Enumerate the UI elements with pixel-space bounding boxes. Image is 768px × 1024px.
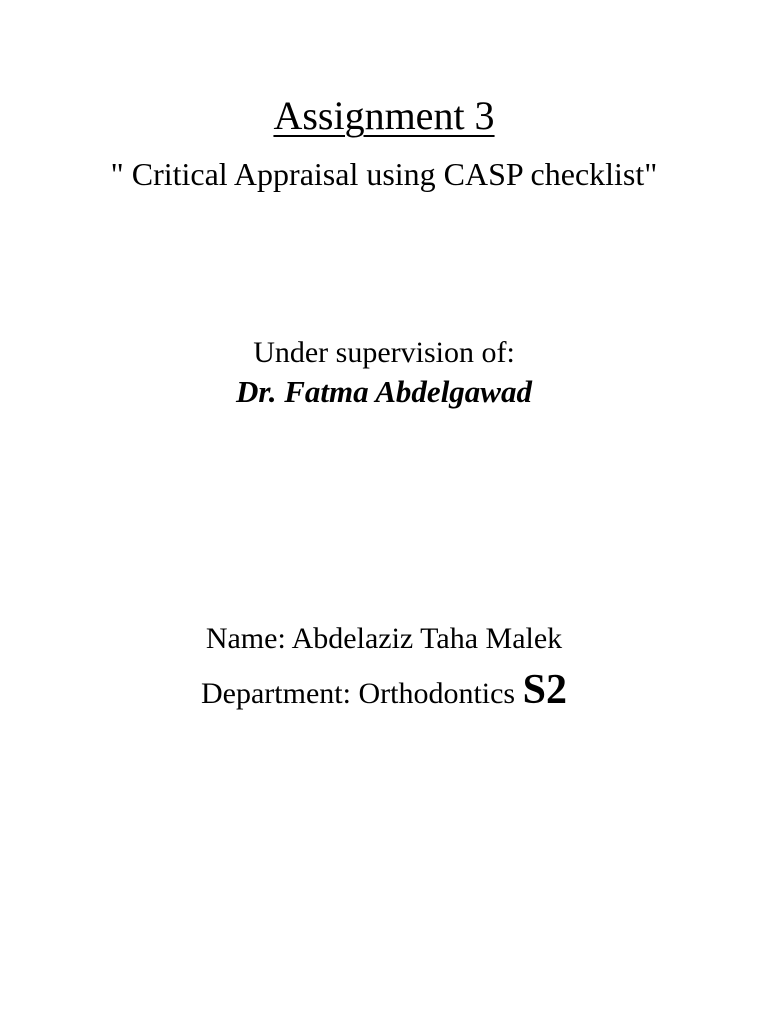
supervision-label: Under supervision of: [253,336,515,369]
assignment-subtitle: " Critical Appraisal using CASP checklist" [110,156,658,192]
level-badge: S2 [522,667,567,713]
department-text: Department: Orthodontics [201,677,516,710]
assignment-title: Assignment 3 [273,93,495,138]
student-name: Name: Abdelaziz Taha Malek [205,622,563,655]
supervisor-name: Dr. Fatma Abdelgawad [236,374,532,409]
department-line [0,668,768,716]
